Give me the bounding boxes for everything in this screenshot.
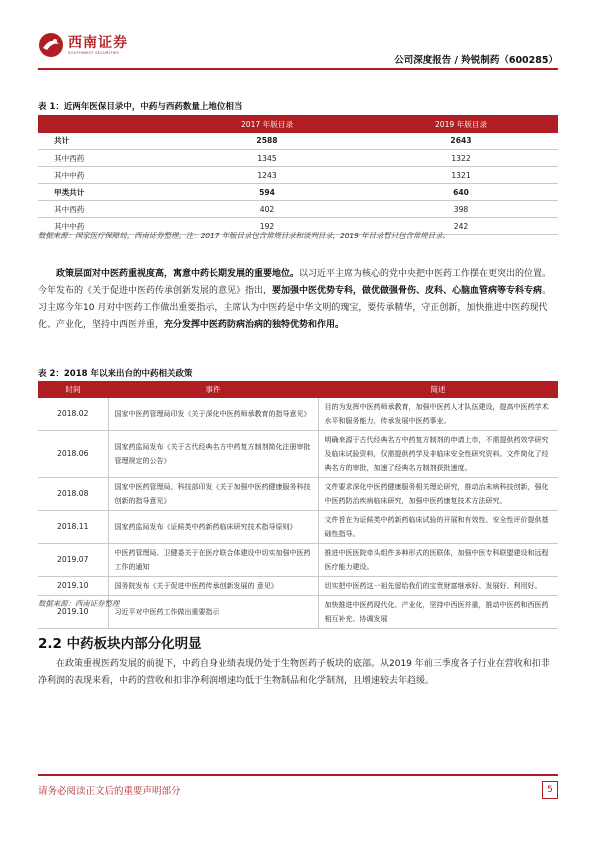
table-cell: 2018.06 xyxy=(38,430,108,477)
table-cell: 目的为发挥中医药师承教育，加强中医药人才队伍建设，提高中医药学术水平和服务能力，传承发展中医药事业。 xyxy=(318,398,558,431)
table-cell: 文件要求深化中医药健康服务相关理论研究，推动治未病科技创新，强化中医药防治疾病临床研究，加强中医药康复技术方法研究。 xyxy=(318,477,558,510)
paragraph-highlight: 充分发挥中医药防病治病的独特优势和作用。 xyxy=(164,320,345,330)
table-header-cell: 2017 年版目录 xyxy=(170,116,364,133)
table-cell: 2018.11 xyxy=(38,510,108,543)
table-cell: 2018.02 xyxy=(38,398,108,431)
table1-title: 表 1：近两年医保目录中，中药与西药数量上地位相当 xyxy=(38,102,243,112)
paragraph-text: 。习主席今年10 月对中医药工作做出重要指示，主席认为中医药是中华文明的瑰宝，要传承精华，守正创新，加快推进中医药现代化、产业化，坚持中西医并重， xyxy=(38,286,552,330)
logo-name: 西南证券 xyxy=(68,35,128,51)
table-cell: 其中中药 xyxy=(38,218,170,235)
table-header-row xyxy=(38,382,558,398)
table-row xyxy=(38,576,558,595)
table-cell: 398 xyxy=(364,201,558,218)
table-cell: 国家中医药管理局印发《关于深化中医药师承教育的指导意见》 xyxy=(108,398,318,431)
table-cell: 共计 xyxy=(38,133,170,150)
table-cell: 推进中医医院牵头组件多种形式的医联体，加强中医专科联盟建设和远程医疗能力建设。 xyxy=(318,543,558,576)
paragraph-highlight: 政策层面对中医药重视度高，寓意中药长期发展的重要地位。 xyxy=(56,269,300,279)
table-cell: 1321 xyxy=(364,167,558,184)
table-cell: 国务院发布《关于促进中医药传承创新发展的 意见》 xyxy=(108,576,318,595)
section-paragraph: 在政策重视医药发展的前提下，中药自身业绩表现仍处于生物医药子板块的底部。从2019 年前三季度各子行业在营收和扣非净利润的表现来看，中药的营收和扣非净利润增速均低于生物制品和化学制剂，且增速较去年趋缓。 xyxy=(38,659,550,686)
table-cell: 2019.10 xyxy=(38,595,108,628)
section-heading: 2.2 中药板块内部分化明显 xyxy=(38,636,202,652)
table-cell: 2643 xyxy=(364,133,558,150)
table-cell: 其中西药 xyxy=(38,150,170,167)
table-header-cell: 事件 xyxy=(108,382,318,398)
table-row xyxy=(38,150,558,167)
table-cell: 242 xyxy=(364,218,558,235)
table-row xyxy=(38,543,558,576)
table-cell: 192 xyxy=(170,218,364,235)
logo-mark-icon xyxy=(38,32,64,58)
table-header-cell xyxy=(38,116,170,133)
table-cell: 国家中医药管理局、科技部印发《关于加强中医药健康服务科技创新的指导意见》 xyxy=(108,477,318,510)
table-cell: 2588 xyxy=(170,133,364,150)
table-cell: 明确来源于古代经典名方中药复方制剂的申请上市，不需提供药效学研究及临床试验资料，仅需提供药学及非临床安全性研究资料。文件简化了经典名方的审批，加速了经典名方制剂获批速度。 xyxy=(318,430,558,477)
table-header-row xyxy=(38,116,558,133)
table-cell: 402 xyxy=(170,201,364,218)
table1-source: 数据来源：国家医疗保障局，西南证券整理。注：2017 年版目录包含常规目录和谈判目录，2019 年目录暂只包含常规目录。 xyxy=(38,231,450,240)
table-row xyxy=(38,510,558,543)
catalog-count-table xyxy=(38,115,558,235)
logo-subtitle: SOUTHWEST SECURITIES xyxy=(68,51,120,55)
table-cell: 其中西药 xyxy=(38,201,170,218)
table-cell: 640 xyxy=(364,184,558,201)
footer-divider xyxy=(38,774,558,776)
table-row xyxy=(38,167,558,184)
table-cell: 1345 xyxy=(170,150,364,167)
table2-title: 表 2：2018 年以来出台的中药相关政策 xyxy=(38,369,193,379)
table-row xyxy=(38,477,558,510)
table-cell: 2019.10 xyxy=(38,576,108,595)
table-cell: 2018.08 xyxy=(38,477,108,510)
paragraph-highlight: 要加强中医优势专科，做优做强骨伤、皮科、心脑血管病等专科专病 xyxy=(272,286,543,296)
table-cell: 其中中药 xyxy=(38,167,170,184)
table2-source: 数据来源：西南证券整理 xyxy=(38,599,120,608)
page-number: 5 xyxy=(542,781,558,799)
table-header-cell: 时间 xyxy=(38,382,108,398)
table-cell: 文件旨在为证候类中药新药临床试验的开展和有效性、安全性评价提供基础性指导。 xyxy=(318,510,558,543)
table-header-cell: 2019 年版目录 xyxy=(364,116,558,133)
policy-table xyxy=(38,381,558,629)
report-title: 公司深度报告 / 羚锐制药（600285） xyxy=(394,55,558,66)
table-cell: 加快推进中医药现代化、产业化，坚持中西医并重，推动中医药和西医药相互补充、协调发展 xyxy=(318,595,558,628)
table-cell: 切实把中医药这一祖先留给我们的宝贵财富继承好、发展好、利用好。 xyxy=(318,576,558,595)
table-row xyxy=(38,201,558,218)
table-row xyxy=(38,184,558,201)
table-row xyxy=(38,398,558,431)
footer-disclaimer: 请务必阅读正文后的重要声明部分 xyxy=(38,786,181,797)
table-header-cell: 简述 xyxy=(318,382,558,398)
table-cell: 594 xyxy=(170,184,364,201)
table-cell: 2019.07 xyxy=(38,543,108,576)
table-cell: 中医药管理局、卫健委关于在医疗联合体建设中切实加强中医药工作的通知 xyxy=(108,543,318,576)
table-cell: 习近平对中医药工作做出重要指示 xyxy=(108,595,318,628)
table-row xyxy=(38,133,558,150)
policy-paragraph xyxy=(38,266,558,334)
table-cell: 1322 xyxy=(364,150,558,167)
table-cell: 1243 xyxy=(170,167,364,184)
table-row xyxy=(38,430,558,477)
table-cell: 国家药监局发布《证候类中药新药临床研究技术指导原则》 xyxy=(108,510,318,543)
paragraph-text: 以习近平主席为核心的党中央把中医药工作摆在更突出的位置。今年发布的《关于促进中医药传承创新发展的意见》指出， xyxy=(38,269,552,296)
table-cell: 国家药监局发布《关于古代经典名方中药复方制剂简化注册审批管理规定的公告》 xyxy=(108,430,318,477)
header-divider xyxy=(38,68,558,70)
table-cell: 甲类共计 xyxy=(38,184,170,201)
company-logo xyxy=(38,30,148,66)
